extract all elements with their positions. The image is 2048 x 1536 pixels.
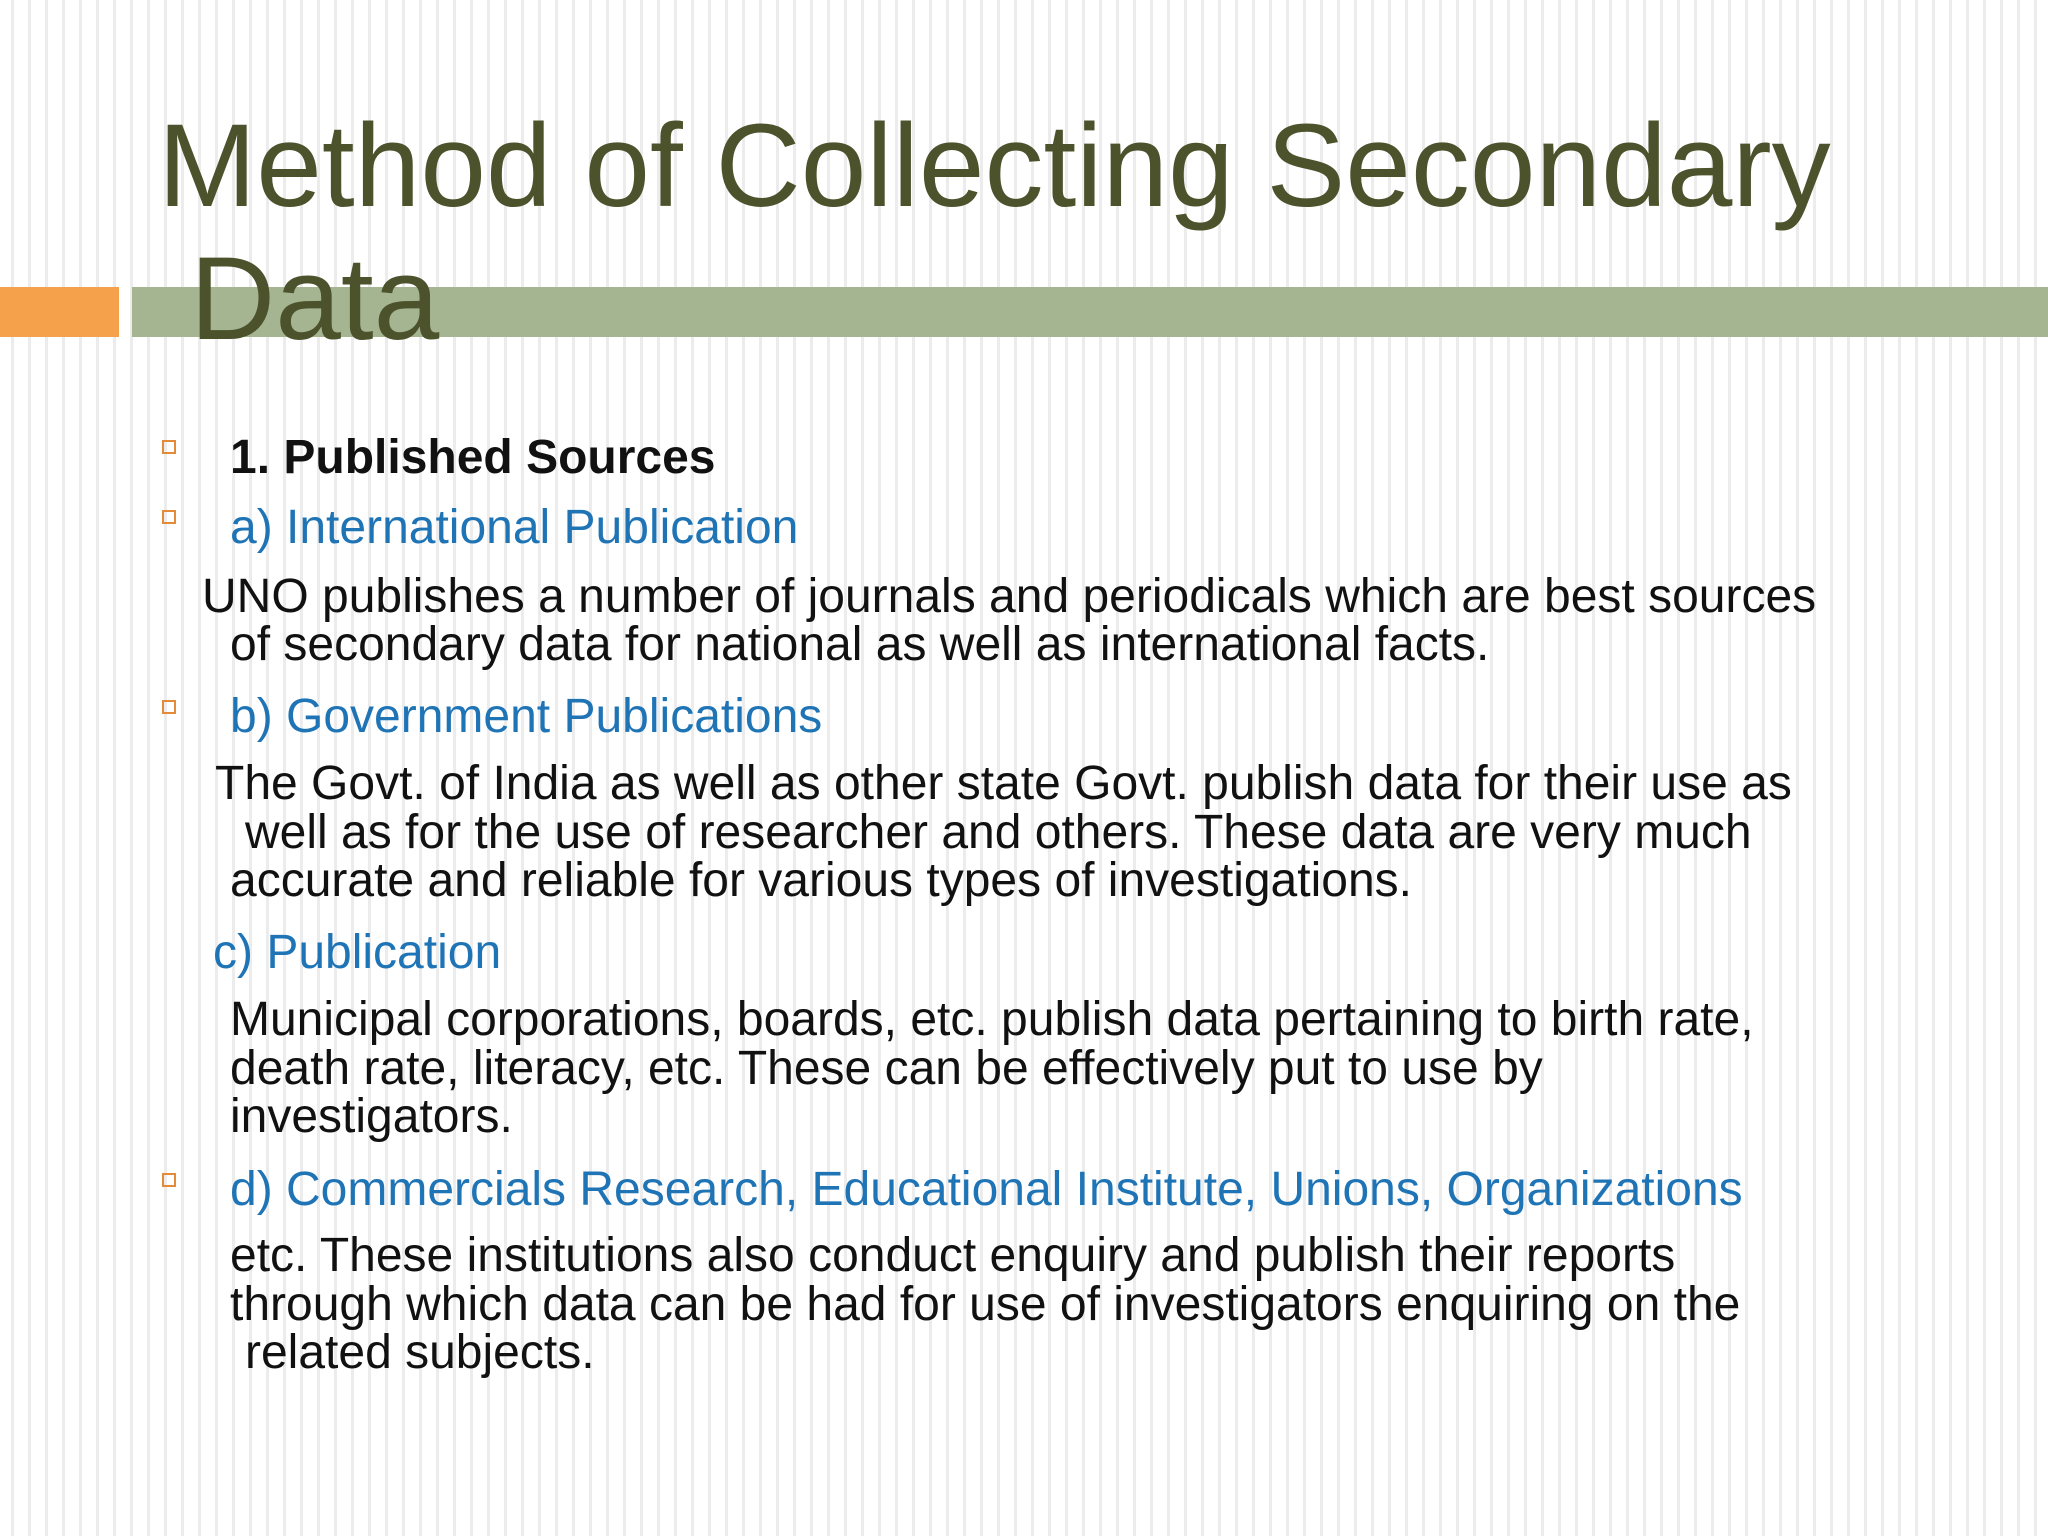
government-text-line-3: accurate and reliable for various types of investigations.: [230, 854, 1412, 907]
publication-text-line-2: death rate, literacy, etc. These can be effectively put to use by: [230, 1042, 1543, 1095]
government-text-line-2: well as for the use of researcher and others. These data are very much: [245, 806, 1752, 859]
hollow-square-icon: [162, 700, 176, 714]
published-sources-heading: 1. Published Sources: [230, 431, 716, 484]
publication-heading: c) Publication: [213, 926, 502, 979]
slide-title: [158, 100, 1978, 366]
international-text-line-2: of secondary data for national as well as international facts.: [230, 618, 1490, 671]
hollow-square-icon: [162, 440, 176, 454]
hollow-square-icon: [162, 510, 176, 524]
title-line-1: Method of Collecting Secondary: [158, 100, 1831, 232]
international-publication-heading: a) International Publication: [230, 501, 799, 554]
commercial-research-heading: d) Commercials Research, Educational Institute, Unions, Organizations: [230, 1163, 1743, 1216]
commercial-text-line-2: through which data can be had for use of investigators enquiring on the: [230, 1278, 1741, 1331]
hollow-square-icon: [162, 1173, 176, 1187]
government-text-line-1: The Govt. of India as well as other state Govt. publish data for their use as: [215, 757, 1792, 810]
title-line-2: Data: [190, 233, 440, 365]
international-text-line-1: UNO publishes a number of journals and periodicals which are best sources: [202, 570, 1817, 623]
commercial-text-line-1: etc. These institutions also conduct enquiry and publish their reports: [230, 1229, 1676, 1282]
government-publications-heading: b) Government Publications: [230, 690, 823, 743]
publication-text-line-1: Municipal corporations, boards, etc. publish data pertaining to birth rate,: [230, 993, 1754, 1046]
commercial-text-line-3: related subjects.: [245, 1326, 595, 1379]
publication-text-line-3: investigators.: [230, 1090, 513, 1143]
